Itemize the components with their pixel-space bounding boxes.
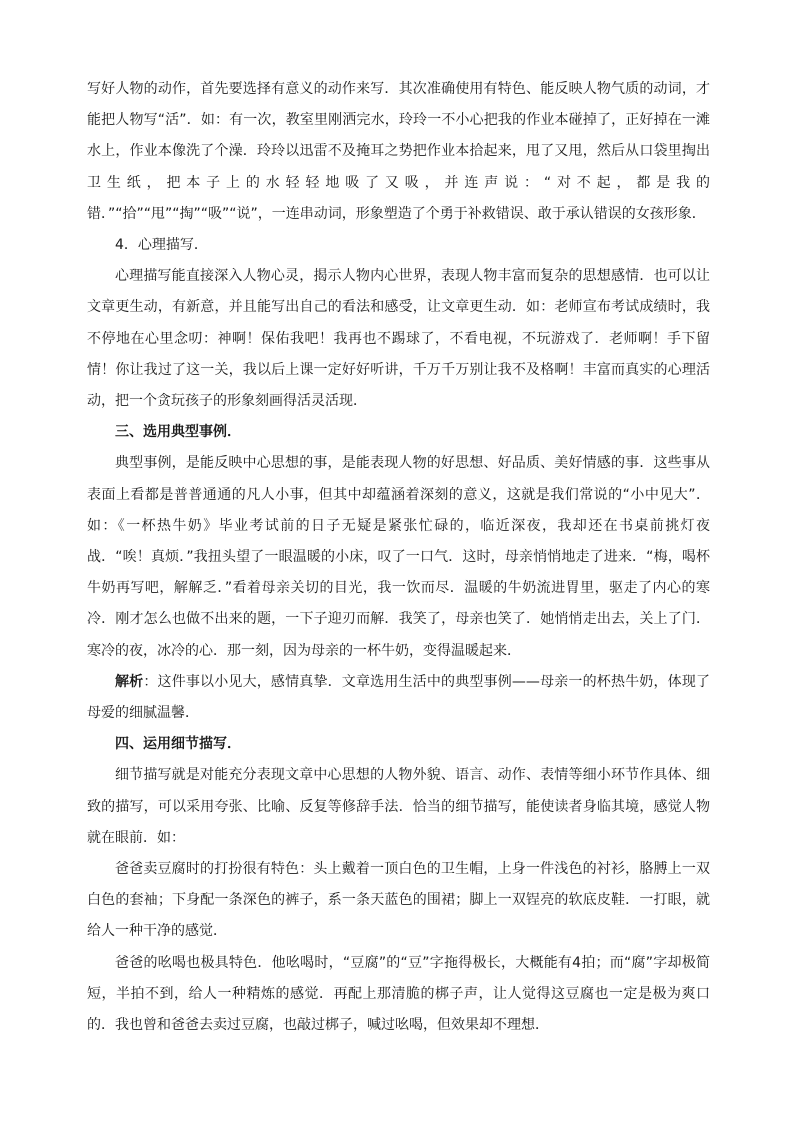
paragraph-typical-examples: 典型事例，是能反映中心思想的事，是能表现人物的好思想、好品质、美好情感的事．这些事从表面上看都是普普通通的凡人小事，但其中却蕴涵着深刻的意义，这就是我们常说的“小中见大”．如：《一杯热牛奶》毕业考试前的日子无疑是紧张忙碌的，临近深夜，我却还在书桌前挑灯夜战．“唉！真烦．”我扭头望了一眼温暖的小床，叹了一口气．这时，母亲悄悄地走了进来．“梅，喝杯牛奶再写吧，解解乏．”看着母亲关切的目光，我一饮而尽．温暖的牛奶流进胃里，驱走了内心的寒冷．刚才怎么也做不出来的题，一下子迎刃而解．我笑了，母亲也笑了．她悄悄走出去，关上了门．寒冷的夜，冰冷的心．那一刻，因为母亲的一杯牛奶，变得温暖起来． [87, 455, 710, 659]
section-heading-typical-examples: 三、选用典型事例． [115, 424, 241, 441]
paragraph-action-description: 写好人物的动作，首先要选择有意义的动作来写．其次准确使用有特色、能反映人物气质的动词，才能把人物写“活”．如：有一次，教室里刚洒完水，玲玲一不小心把我的作业本碰掉了，正好掉在一滩水上，作业本像洗了个澡．玲玲以迅雷不及掩耳之势把作业本拾起来，甩了又甩，然后从口袋里掏出卫生纸，把本子上的水轻轻地吸了又吸，并连声说：“对不起，都是我的错．”“拾”“甩”“掏”“吸”“说”，一连串动词，形象塑造了个勇于补救错误、敢于承认错误的女孩形象． [87, 81, 710, 222]
paragraph-detail-description: 细节描写就是对能充分表现文章中心思想的人物外貌、语言、动作、表情等细小环节作具体、细致的描写，可以采用夸张、比喻、反复等修辞手法．恰当的细节描写，能使读者身临其境，感觉人物就在眼前．如： [87, 767, 710, 846]
heading-psychological-description: 4．心理描写． [115, 237, 208, 254]
section-heading-detail-description: 四、运用细节描写． [115, 736, 241, 753]
paragraph-father-outfit: 爸爸卖豆腐时的打扮很有特色：头上戴着一顶白色的卫生帽，上身一件浅色的衬衫，胳膊上一双白色的套袖；下身配一条深色的裤子，系一条天蓝色的围裙；脚上一双锃亮的软底皮鞋．一打眼，就给人一种干净的感觉． [87, 861, 710, 940]
paragraph-analysis [87, 667, 710, 729]
paragraph-father-calling: 爸爸的吆喝也极具特色．他吆喝时，“豆腐”的“豆”字拖得极长，大概能有4拍；而“腐”字却极简短，半拍不到，给人一种精炼的感觉．再配上那清脆的梆子声，让人觉得这豆腐也一定是极为爽口的．我也曾和爸爸去卖过豆腐，也敲过梆子，喊过吆喝，但效果却不理想． [87, 954, 710, 1034]
analysis-label: 解析 [115, 673, 144, 690]
paragraph-psychological-description: 心理描写能直接深入人物心灵，揭示人物内心世界，表现人物丰富而复杂的思想感情．也可以让文章更生动，有新意，并且能写出自己的看法和感受，让文章更生动．如：老师宣布考试成绩时，我不停地在心里念叨：神啊！保佑我吧！我再也不踢球了，不看电视，不玩游戏了．老师啊！手下留情！你让我过了这一关，我以后上课一定好好听讲，千万千万别让我不及格啊！丰富而真实的心理活动，把一个贪玩孩子的形象刻画得活灵活现． [87, 268, 710, 410]
analysis-text: ：这件事以小见大，感情真挚．文章选用生活中的典型事例——母亲一的杯热牛奶，体现了母爱的细腻温馨． [87, 673, 711, 722]
